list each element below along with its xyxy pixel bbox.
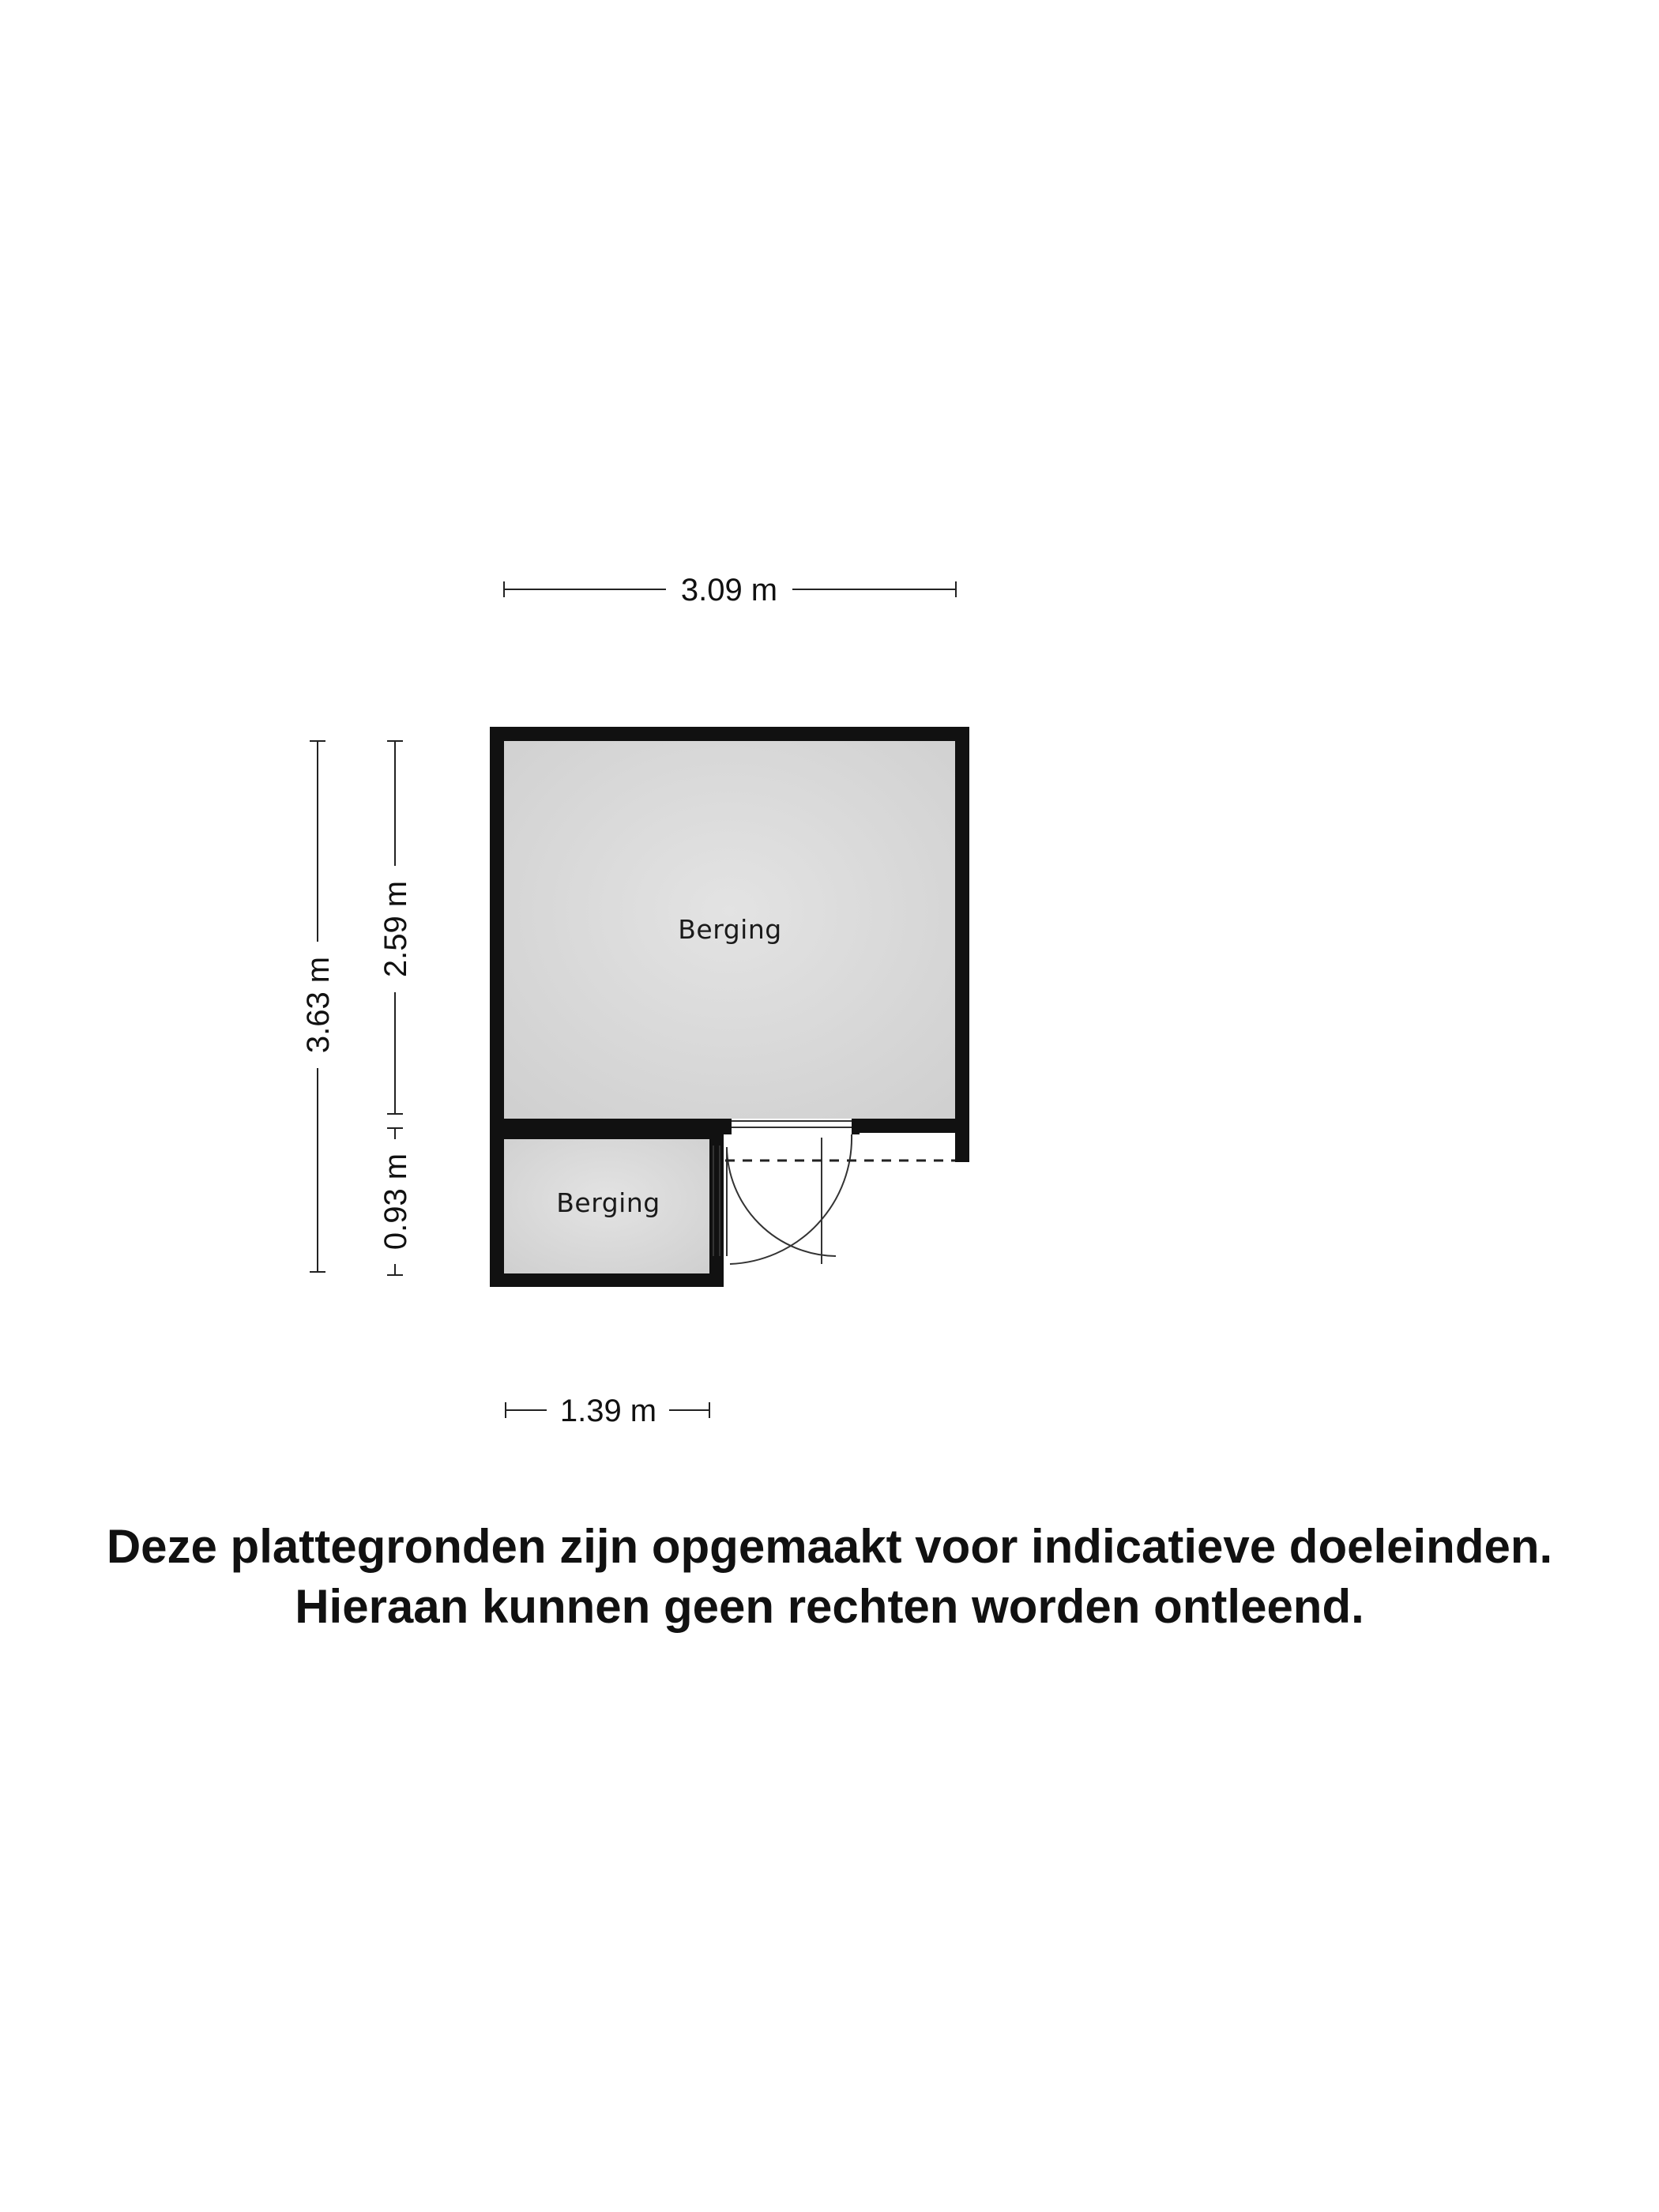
door-jamb-left (724, 1119, 732, 1134)
disclaimer-line-2: Hieraan kunnen geen rechten worden ontleend. (295, 1580, 1364, 1633)
passage-area (724, 1134, 955, 1292)
dimension-small-height-label: 0.93 m (378, 1153, 413, 1251)
dimension-main-height-label: 2.59 m (378, 880, 413, 978)
dimension-top-width-label: 3.09 m (680, 573, 778, 608)
small-room-label: Berging (556, 1187, 660, 1218)
main-room-label: Berging (678, 914, 782, 945)
disclaimer-line-1: Deze plattegronden zijn opgemaakt voor indicatieve doeleinden. (106, 1520, 1553, 1573)
dimension-bottom-width-label: 1.39 m (559, 1394, 657, 1428)
small-door-jamb-top (709, 1138, 724, 1146)
dimension-total-height-label: 3.63 m (301, 956, 336, 1054)
right-wall-stub (955, 1133, 969, 1162)
small-door-jamb-bottom (709, 1256, 724, 1264)
door-jamb-right (852, 1119, 860, 1134)
